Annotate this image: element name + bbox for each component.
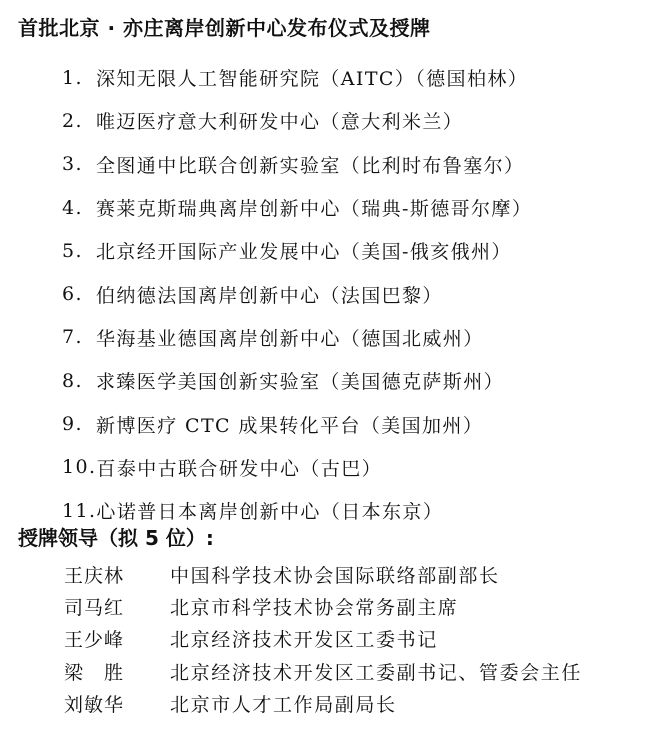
- leader-name: 王少峰: [64, 629, 125, 652]
- leader-name: 刘敏华: [64, 694, 125, 717]
- item-number: 5.: [62, 239, 83, 262]
- item-text: 华海基业德国离岸创新中心（德国北威州）: [96, 327, 484, 350]
- item-text: 心诺普日本离岸创新中心（日本东京）: [96, 501, 444, 524]
- item-text: 北京经开国际产业发展中心（美国-俄亥俄州）: [96, 241, 512, 264]
- item-number: 7.: [62, 326, 83, 349]
- item-number: 3.: [62, 153, 83, 176]
- item-number: 9.: [62, 413, 83, 436]
- list-item: [62, 402, 532, 445]
- list-item: [62, 56, 532, 99]
- leader-name: 梁 胜: [64, 661, 125, 684]
- item-text: 伯纳德法国离岸创新中心（法国巴黎）: [96, 284, 443, 307]
- list-item: [62, 359, 532, 402]
- leader-title: 北京市人才工作局副局长: [170, 694, 397, 717]
- leader-name: 司马红: [64, 597, 125, 620]
- list-item: [62, 186, 532, 229]
- leader-row: [64, 558, 582, 590]
- list-item: [62, 446, 532, 489]
- item-number: 8.: [62, 369, 83, 392]
- item-number: 10.: [62, 456, 97, 479]
- leader-title: 北京经济技术开发区工委书记: [170, 629, 438, 652]
- item-text: 新博医疗 CTC 成果转化平台（美国加州）: [96, 414, 484, 437]
- list-item: [62, 229, 532, 272]
- item-number: 1.: [62, 66, 83, 89]
- leader-title: 北京经济技术开发区工委副书记、管委会主任: [170, 661, 583, 684]
- item-number: 4.: [62, 196, 83, 219]
- item-text: 全图通中比联合创新实验室（比利时布鲁塞尔）: [96, 154, 525, 177]
- leader-row: [64, 590, 582, 622]
- page-title: 首批北京 · 亦庄离岸创新中心发布仪式及授牌: [18, 16, 431, 40]
- leader-row: [64, 623, 582, 655]
- leader-title: 中国科学技术协会国际联络部副部长: [170, 564, 500, 587]
- list-item: [62, 99, 532, 142]
- list-item: [62, 143, 532, 186]
- leader-row: [64, 655, 582, 687]
- leader-title: 北京市科学技术协会常务副主席: [170, 597, 459, 620]
- list-item: [62, 272, 532, 315]
- leader-row: [64, 688, 582, 720]
- leader-name: 王庆林: [64, 564, 125, 587]
- item-number: 2.: [62, 109, 83, 132]
- innovation-center-list: [62, 56, 532, 532]
- section-heading: 授牌领导（拟 5 位）:: [18, 526, 214, 550]
- item-text: 百泰中古联合研发中心（古巴）: [96, 457, 383, 480]
- item-text: 唯迈医疗意大利研发中心（意大利米兰）: [96, 111, 464, 134]
- leader-list: [64, 558, 582, 720]
- item-text: 求臻医学美国创新实验室（美国德克萨斯州）: [96, 371, 505, 394]
- item-number: 11.: [62, 499, 97, 522]
- item-text: 赛莱克斯瑞典离岸创新中心（瑞典-斯德哥尔摩）: [96, 198, 533, 221]
- list-item: [62, 316, 532, 359]
- item-text: 深知无限人工智能研究院（AITC）（德国柏林）: [96, 68, 529, 91]
- item-number: 6.: [62, 283, 83, 306]
